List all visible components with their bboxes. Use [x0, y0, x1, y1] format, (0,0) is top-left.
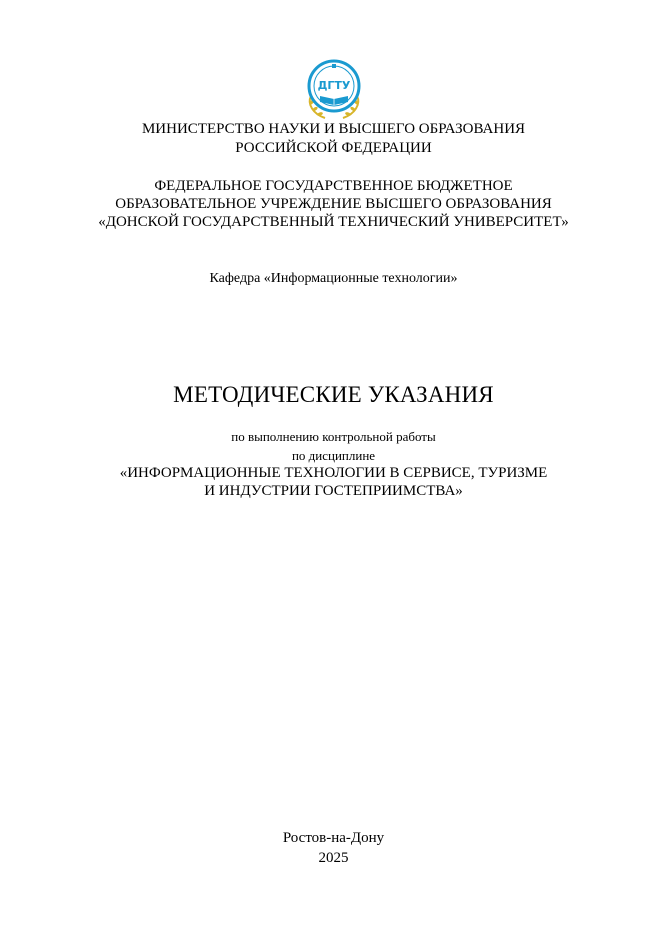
- university-logo: [303, 56, 365, 122]
- document-title: МЕТОДИЧЕСКИЕ УКАЗАНИЯ: [173, 382, 494, 407]
- institution-line-2: ОБРАЗОВАТЕЛЬНОЕ УЧРЕЖДЕНИЕ ВЫСШЕГО ОБРАЗОВАНИЯ: [115, 196, 552, 212]
- department: Кафедра «Информационные технологии»: [209, 271, 458, 286]
- ministry-line-1: МИНИСТЕРСТВО НАУКИ И ВЫСШЕГО ОБРАЗОВАНИЯ: [141, 121, 526, 137]
- institution-line-3: «ДОНСКОЙ ГОСУДАРСТВЕННЫЙ ТЕХНИЧЕСКИЙ УНИВЕРСИТЕТ»: [98, 214, 569, 230]
- subtitle-line-1: по выполнению контрольной работы: [231, 429, 436, 444]
- ministry-line-2: РОССИЙСКОЙ ФЕДЕРАЦИИ: [235, 140, 432, 156]
- year: 2025: [318, 850, 349, 866]
- logo-text: ДГТУ: [317, 79, 351, 92]
- subtitle-line-2: по дисциплине: [291, 448, 376, 463]
- discipline-line-1: «ИНФОРМАЦИОННЫЕ ТЕХНОЛОГИИ В СЕРВИСЕ, ТУРИЗМЕ: [119, 465, 548, 481]
- city: Ростов-на-Дону: [282, 830, 385, 846]
- institution-line-1: ФЕДЕРАЛЬНОЕ ГОСУДАРСТВЕННОЕ БЮДЖЕТНОЕ: [154, 178, 513, 194]
- discipline-line-2: И ИНДУСТРИИ ГОСТЕПРИИМСТВА»: [204, 483, 463, 499]
